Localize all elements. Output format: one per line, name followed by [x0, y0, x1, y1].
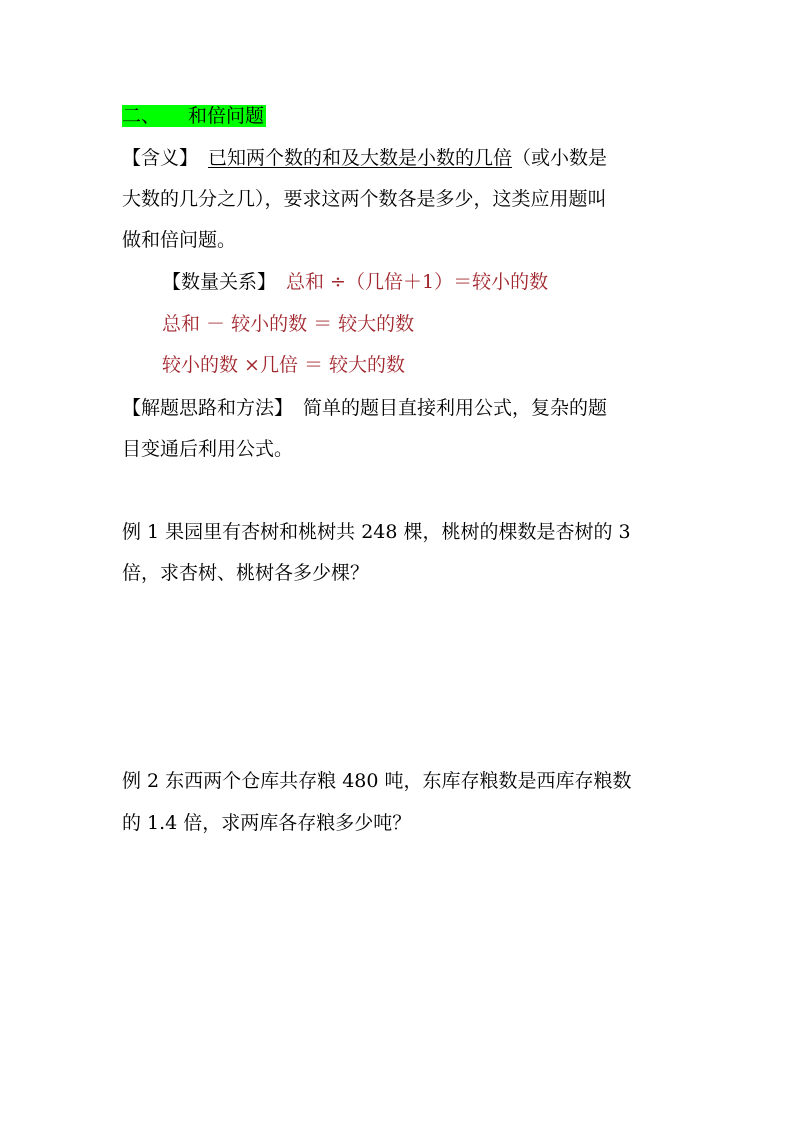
example-2-text-1: 例 2 东西两个仓库共存粮 480 吨，东库存粮数是西库存粮数 — [122, 770, 632, 792]
example-1-text-2: 倍，求杏树、桃树各多少棵？ — [122, 562, 370, 584]
method-line-2 — [122, 437, 293, 461]
method-label: 【解题思路和方法】 — [122, 397, 294, 419]
example-1-text-1: 例 1 果园里有杏树和桃树共 248 棵，桃树的棵数是杏树的 3 — [122, 521, 631, 543]
example-1-line-1 — [122, 520, 631, 544]
definition-line-3 — [122, 228, 236, 252]
relation-formula-1: 总和 ÷（几倍＋1）＝较小的数 — [286, 271, 549, 293]
definition-label: 【含义】 — [122, 147, 199, 169]
method-text-2: 目变通后利用公式。 — [122, 438, 294, 460]
relation-label: 【数量关系】 — [162, 271, 277, 293]
definition-text-3: 做和倍问题。 — [122, 229, 237, 251]
relation-line-3 — [162, 353, 405, 377]
example-2-text-2: 的 1.4 倍，求两库各存粮多少吨？ — [122, 812, 412, 834]
definition-line-2 — [122, 187, 607, 211]
section-heading — [122, 104, 266, 128]
relation-formula-2: 总和 － 较小的数 ＝ 较大的数 — [162, 313, 415, 335]
example-2-line-2 — [122, 811, 411, 835]
definition-line-1 — [122, 146, 607, 170]
definition-text-1: （或小数是 — [512, 147, 608, 169]
relation-line-1 — [162, 270, 548, 294]
method-text-1: 简单的题目直接利用公式，复杂的题 — [303, 397, 608, 419]
method-line-1 — [122, 396, 607, 420]
relation-formula-3: 较小的数 ×几倍 ＝ 较大的数 — [162, 354, 406, 376]
definition-underlined-text: 已知两个数的和及大数是小数的几倍 — [208, 147, 513, 169]
relation-line-2 — [162, 312, 414, 336]
section-number: 二、 — [122, 105, 161, 127]
example-2-line-1 — [122, 769, 632, 793]
definition-text-2: 大数的几分之几），要求这两个数各是多少，这类应用题叫 — [122, 188, 607, 210]
example-1-line-2 — [122, 561, 369, 585]
section-title: 和倍问题 — [188, 105, 265, 127]
section-heading-highlight — [122, 105, 266, 127]
